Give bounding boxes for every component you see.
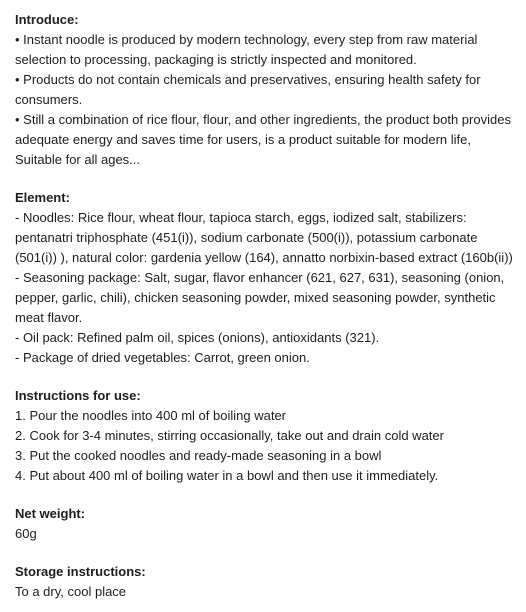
element-item: - Package of dried vegetables: Carrot, green onion. <box>15 350 310 365</box>
element-item: - Noodles: Rice flour, wheat flour, tapioca starch, eggs, iodized salt, stabilizers: pentanatri triphosphate (451(i)), sodium carbonate (500(i)), potassium carbonate (501(i)) ), natural color: gardenia yellow (164), annatto norbixin-based extract (160b(ii)) <box>15 210 513 265</box>
section-spacer <box>15 170 520 188</box>
element-item: - Seasoning package: Salt, sugar, flavor enhancer (621, 627, 631), seasoning (onion, pepper, garlic, chili), chicken seasoning powder, mixed seasoning powder, synthetic meat flavor. <box>15 270 505 325</box>
introduce-heading: Introduce: <box>15 12 79 27</box>
element-section <box>15 188 520 368</box>
net-weight-value: 60g <box>15 526 37 541</box>
element-item: - Oil pack: Refined palm oil, spices (onions), antioxidants (321). <box>15 330 380 345</box>
instruction-step: 2. Cook for 3-4 minutes, stirring occasionally, take out and drain cold water <box>15 428 444 443</box>
instruction-step: 3. Put the cooked noodles and ready-made seasoning in a bowl <box>15 448 382 463</box>
net-weight-heading: Net weight: <box>15 506 86 521</box>
section-spacer <box>15 544 520 562</box>
storage-heading: Storage instructions: <box>15 564 146 579</box>
instruction-step: 4. Put about 400 ml of boiling water in a bowl and then use it immediately. <box>15 468 439 483</box>
introduce-item: • Still a combination of rice flour, flour, and other ingredients, the product both provides adequate energy and saves time for users, is a product suitable for modern life, Suitable for all ages... <box>15 112 511 167</box>
storage-section <box>15 562 520 602</box>
net-weight-section <box>15 504 520 544</box>
introduce-item: • Instant noodle is produced by modern technology, every step from raw material selection to processing, packaging is strictly inspected and monitored. <box>15 32 478 67</box>
section-spacer <box>15 368 520 386</box>
section-spacer <box>15 486 520 504</box>
instructions-heading: Instructions for use: <box>15 388 141 403</box>
element-heading: Element: <box>15 190 70 205</box>
instruction-step: 1. Pour the noodles into 400 ml of boiling water <box>15 408 287 423</box>
instructions-section <box>15 386 520 486</box>
introduce-item: • Products do not contain chemicals and preservatives, ensuring health safety for consumers. <box>15 72 481 107</box>
storage-value: To a dry, cool place <box>15 584 127 599</box>
introduce-section <box>15 10 520 170</box>
